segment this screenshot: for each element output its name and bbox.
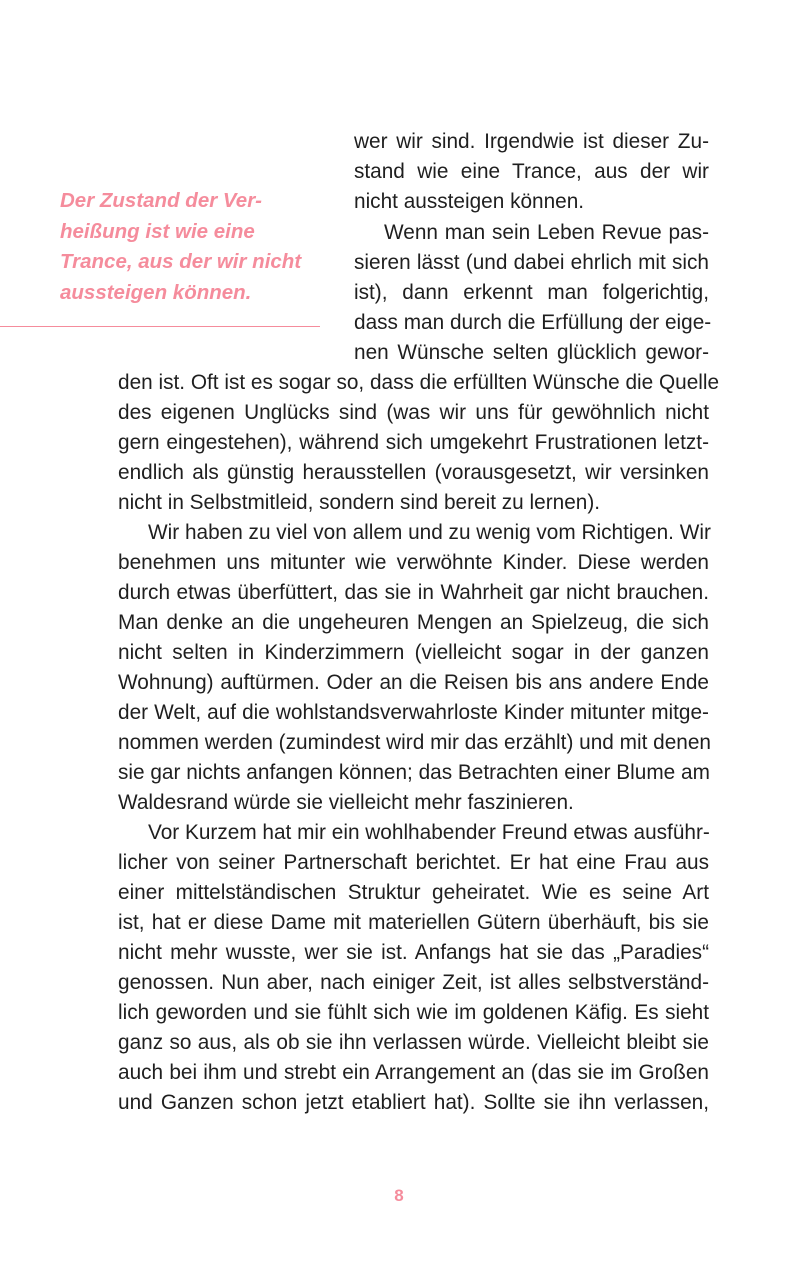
pull-quote-divider: [0, 326, 320, 327]
text-line: Vor Kurzem hat mir ein wohlhabender Freund etwas ausführ-: [148, 821, 710, 844]
text-line: durch etwas überfüttert, das sie in Wahrheit gar nicht brauchen.: [118, 581, 709, 604]
text-line: des eigenen Unglücks sind (was wir uns für gewöhnlich nicht: [118, 401, 709, 424]
text-line: Wenn man sein Leben Revue pas-: [384, 221, 709, 244]
text-line: Wohnung) auftürmen. Oder an die Reisen bis ans andere Ende: [118, 671, 709, 694]
text-line: sieren lässt (und dabei ehrlich mit sich: [354, 251, 709, 274]
text-line: stand wie eine Trance, aus der wir: [354, 160, 709, 183]
text-line: wer wir sind. Irgendwie ist dieser Zu-: [354, 130, 709, 153]
pull-quote: [60, 186, 316, 308]
text-line: gern eingestehen), während sich umgekehrt Frustrationen letzt-: [118, 431, 709, 454]
text-line: sie gar nichts anfangen können; das Betrachten einer Blume am: [118, 761, 710, 784]
pull-quote-line: Der Zustand der Ver-: [60, 189, 263, 212]
text-line: licher von seiner Partnerschaft berichtet. Er hat eine Frau aus: [118, 851, 709, 874]
pull-quote-line: Trance, aus der wir nicht: [60, 250, 302, 273]
text-line: und Ganzen schon jetzt etabliert hat). Sollte sie ihn verlassen,: [118, 1091, 709, 1114]
text-line: benehmen uns mitunter wie verwöhnte Kinder. Diese werden: [118, 551, 709, 574]
text-line: genossen. Nun aber, nach einiger Zeit, ist alles selbstverständ-: [118, 971, 709, 994]
text-line: der Welt, auf die wohlstandsverwahrloste Kinder mitunter mitge-: [118, 701, 709, 724]
text-line: Man denke an die ungeheuren Mengen an Spielzeug, die sich: [118, 611, 709, 634]
text-line: Waldesrand würde sie vielleicht mehr faszinieren.: [118, 791, 574, 814]
page-number: 8: [394, 1186, 404, 1205]
text-line: nicht selten in Kinderzimmern (vielleicht sogar in der ganzen: [118, 641, 709, 664]
pull-quote-line: aussteigen können.: [60, 280, 252, 304]
text-line: nicht aussteigen können.: [354, 190, 585, 213]
text-line: ist, hat er diese Dame mit materiellen Gütern überhäuft, bis sie: [118, 911, 709, 934]
text-line: einer mittelständischen Struktur geheiratet. Wie es seine Art: [118, 881, 709, 904]
text-line: nicht in Selbstmitleid, sondern sind bereit zu lernen).: [118, 491, 601, 514]
text-line: endlich als günstig herausstellen (vorausgesetzt, wir versinken: [118, 461, 709, 484]
text-line: nicht mehr wusste, wer sie ist. Anfangs hat sie das „Paradies“: [118, 941, 709, 964]
pull-quote-line: heißung ist wie eine: [60, 219, 255, 243]
text-line: nen Wünsche selten glücklich gewor-: [354, 341, 709, 364]
text-line: auch bei ihm und strebt ein Arrangement an (das sie im Großen: [118, 1061, 709, 1084]
text-line: lich geworden und sie fühlt sich wie im goldenen Käfig. Es sieht: [118, 1001, 709, 1024]
text-line: Wir haben zu viel von allem und zu wenig vom Richtigen. Wir: [148, 521, 711, 544]
text-line: ganz so aus, als ob sie ihn verlassen würde. Vielleicht bleibt sie: [118, 1031, 709, 1054]
text-line: dass man durch die Erfüllung der eige-: [354, 311, 712, 334]
text-line: nommen werden (zumindest wird mir das erzählt) und mit denen: [118, 731, 711, 754]
text-line: ist), dann erkennt man folgerichtig,: [354, 281, 709, 304]
text-line: den ist. Oft ist es sogar so, dass die erfüllten Wünsche die Quelle: [118, 371, 720, 394]
